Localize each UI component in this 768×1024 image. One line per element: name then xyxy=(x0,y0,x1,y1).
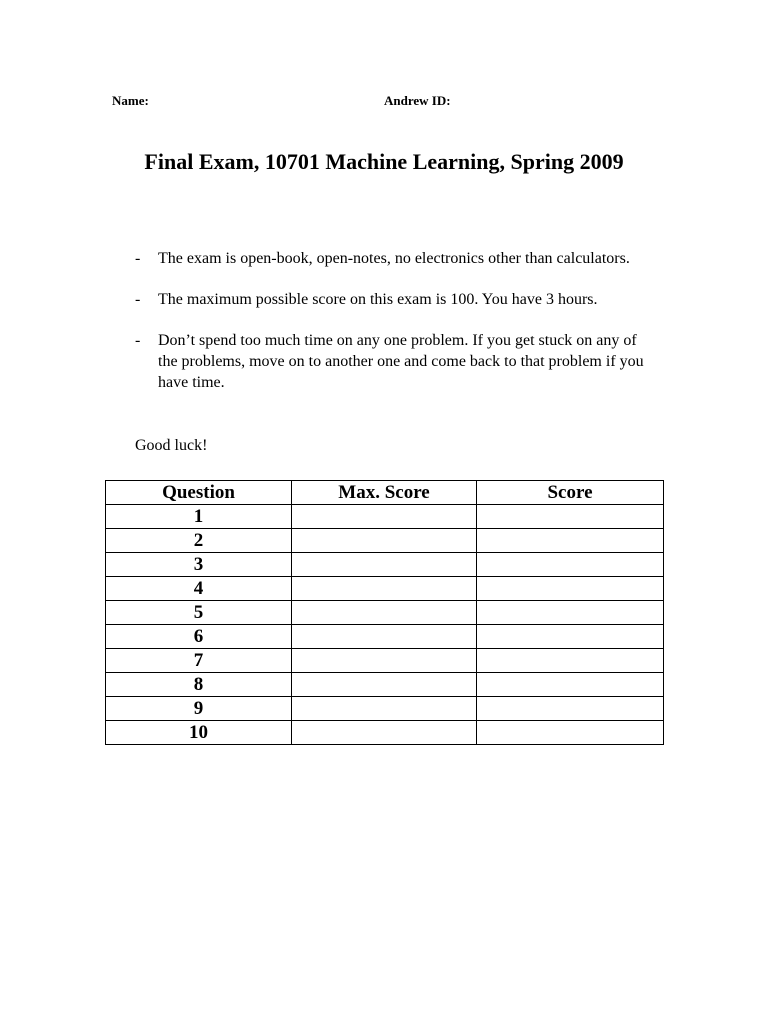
score-table xyxy=(105,480,664,745)
score-cell xyxy=(477,697,664,721)
question-number-cell: 9 xyxy=(106,697,292,721)
table-row xyxy=(106,601,664,625)
question-number-cell: 3 xyxy=(106,553,292,577)
score-table-body xyxy=(106,505,664,745)
instruction-item xyxy=(135,248,655,269)
column-header-question: Question xyxy=(106,481,292,505)
good-luck-text: Good luck! xyxy=(135,437,208,454)
score-cell xyxy=(477,625,664,649)
instruction-dash: - xyxy=(135,250,141,267)
table-row xyxy=(106,697,664,721)
max-score-cell xyxy=(292,577,477,601)
table-row xyxy=(106,529,664,553)
score-cell xyxy=(477,577,664,601)
score-cell xyxy=(477,721,664,745)
score-cell xyxy=(477,553,664,577)
table-header-row xyxy=(106,481,664,505)
question-number-cell: 2 xyxy=(106,529,292,553)
max-score-cell xyxy=(292,649,477,673)
score-cell xyxy=(477,529,664,553)
table-row xyxy=(106,673,664,697)
andrew-id-label: Andrew ID: xyxy=(384,93,451,108)
table-row xyxy=(106,505,664,529)
score-cell xyxy=(477,673,664,697)
column-header-max-score: Max. Score xyxy=(292,481,477,505)
instruction-dash: - xyxy=(135,291,141,308)
max-score-cell xyxy=(292,529,477,553)
instruction-text: The maximum possible score on this exam is 100. You have 3 hours. xyxy=(158,291,598,308)
max-score-cell xyxy=(292,553,477,577)
question-number-cell: 7 xyxy=(106,649,292,673)
instruction-item xyxy=(135,330,655,393)
score-cell xyxy=(477,601,664,625)
max-score-cell xyxy=(292,697,477,721)
max-score-cell xyxy=(292,505,477,529)
score-cell xyxy=(477,649,664,673)
question-number-cell: 4 xyxy=(106,577,292,601)
question-number-cell: 5 xyxy=(106,601,292,625)
table-row xyxy=(106,721,664,745)
max-score-cell xyxy=(292,673,477,697)
name-label: Name: xyxy=(112,93,149,108)
max-score-cell xyxy=(292,601,477,625)
max-score-cell xyxy=(292,625,477,649)
exam-title: Final Exam, 10701 Machine Learning, Spring 2009 xyxy=(144,149,624,174)
table-row xyxy=(106,625,664,649)
instruction-text: Don’t spend too much time on any one problem. If you get stuck on any of the problems, move on to another one and come back to that problem if you have time. xyxy=(158,332,644,391)
instructions-list xyxy=(135,248,655,413)
max-score-cell xyxy=(292,721,477,745)
instruction-text: The exam is open-book, open-notes, no electronics other than calculators. xyxy=(158,250,630,267)
score-cell xyxy=(477,505,664,529)
instruction-dash: - xyxy=(135,332,141,349)
instruction-item xyxy=(135,289,655,310)
question-number-cell: 10 xyxy=(106,721,292,745)
question-number-cell: 1 xyxy=(106,505,292,529)
column-header-score: Score xyxy=(477,481,664,505)
question-number-cell: 6 xyxy=(106,625,292,649)
table-row xyxy=(106,553,664,577)
question-number-cell: 8 xyxy=(106,673,292,697)
table-row xyxy=(106,649,664,673)
table-row xyxy=(106,577,664,601)
